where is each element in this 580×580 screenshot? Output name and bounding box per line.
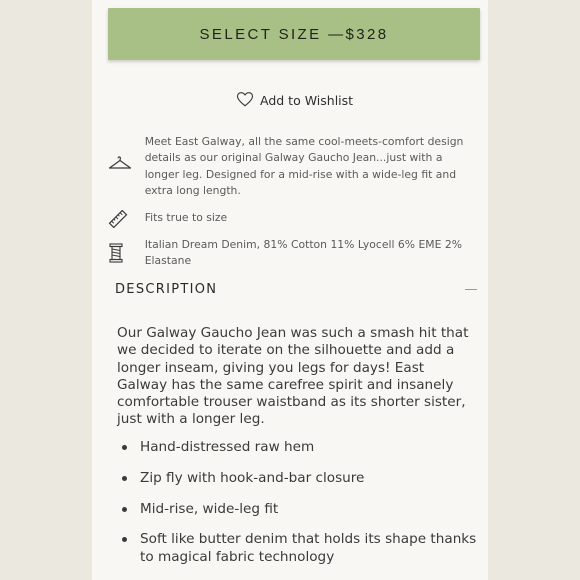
feature-text: Meet East Galway, all the same cool-meets-comfort design details as our original Galway Gaucho Jean...just with a longer leg. Designed for a mid-rise with a wide-leg fit and extra long length. (144, 135, 464, 197)
select-size-button[interactable]: SELECT SIZE —$328 (108, 8, 480, 60)
description-body: Our Galway Gaucho Jean was such a smash hit that we decided to iterate on the silhouette and add a longer inseam, giving you legs for days! East Galway has the same carefree spirit and insanely comfortable trouser waistband as its shorter sister, just with a longer leg. (117, 325, 469, 428)
description-heading: DESCRIPTION (115, 282, 218, 297)
list-item (121, 470, 483, 487)
collapse-icon[interactable] (465, 289, 477, 290)
product-panel (92, 0, 488, 580)
description-accordion-header[interactable] (115, 282, 479, 297)
left-backdrop (0, 0, 92, 580)
list-item-text: Mid-rise, wide-leg fit (140, 500, 279, 517)
feature-fabric (108, 237, 468, 270)
wishlist-label: Add to Wishlist (260, 92, 354, 108)
list-item (121, 531, 483, 566)
list-item-text: Hand-distressed raw hem (140, 439, 315, 455)
bullet-icon (122, 507, 127, 512)
feature-text: Fits true to size (144, 211, 228, 224)
list-item-text: Zip fly with hook-and-bar closure (140, 469, 365, 486)
hanger-icon (108, 134, 145, 199)
feature-design (108, 134, 468, 199)
list-item (121, 501, 483, 518)
thread-spool-icon (108, 237, 145, 270)
add-to-wishlist-link[interactable] (236, 90, 353, 110)
bullet-icon (122, 537, 127, 542)
ruler-icon (108, 210, 145, 228)
description-bullet-list (121, 439, 483, 579)
right-backdrop (488, 0, 580, 580)
bullet-icon (122, 445, 127, 450)
feature-fit (108, 210, 468, 228)
bullet-icon (122, 476, 127, 481)
feature-text: Italian Dream Denim, 81% Cotton 11% Lyocell 6% EME 2% Elastane (144, 238, 462, 268)
list-item-text: Soft like butter denim that holds its shape thanks to magical fabric technology (140, 531, 477, 565)
heart-icon (236, 91, 254, 110)
list-item (121, 439, 483, 456)
